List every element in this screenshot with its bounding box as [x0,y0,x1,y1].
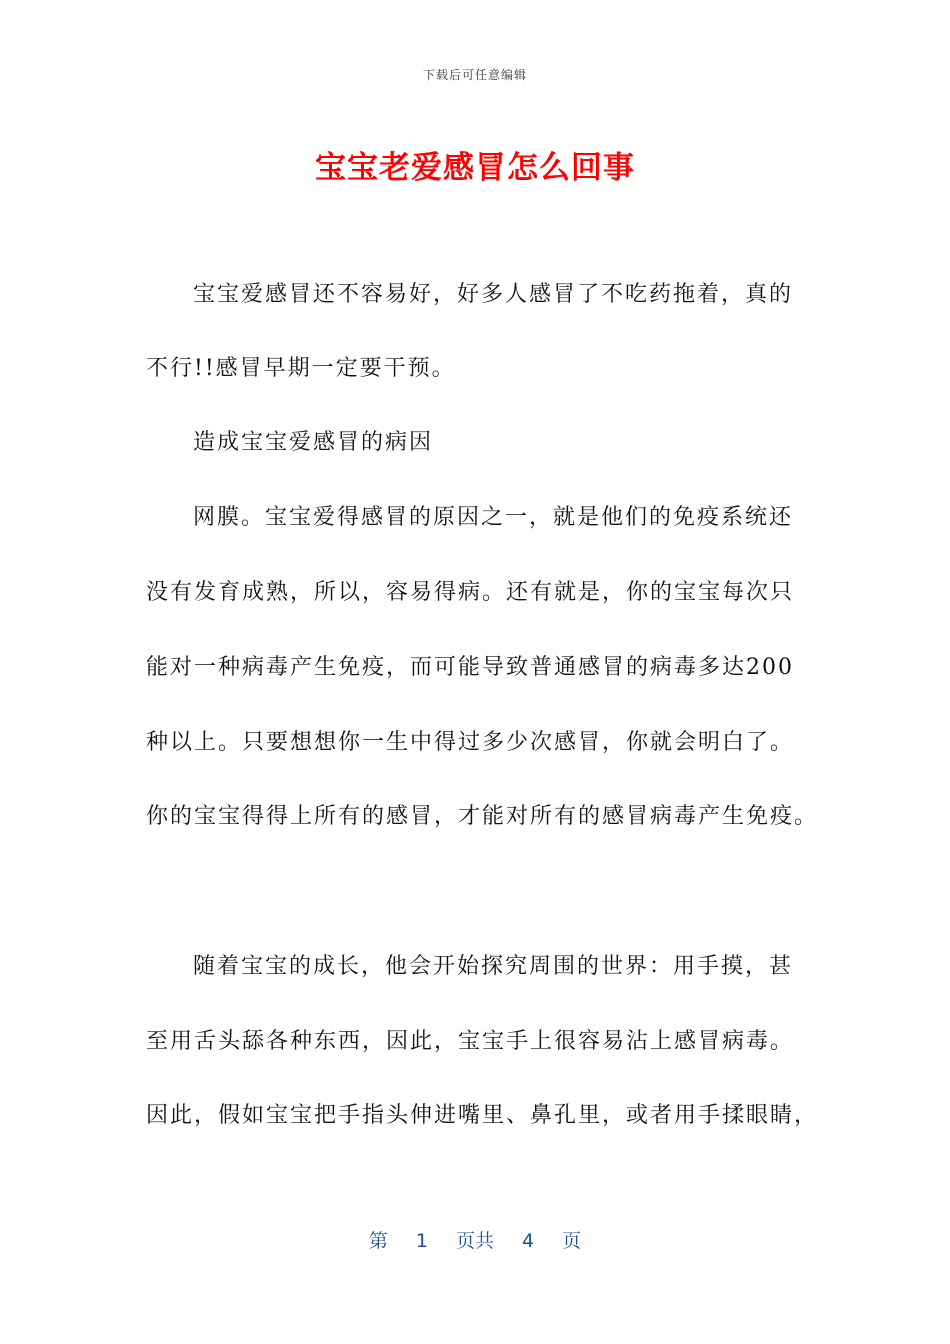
paragraph-line: 没有发育成熟，所以，容易得病。还有就是，你的宝宝每次只 [146,580,795,605]
paragraph-line: 能对一种病毒产生免疫，而可能导致普通感冒的病毒多达200 [146,655,794,680]
paragraph-line: 网膜。宝宝爱得感冒的原因之一，就是他们的免疫系统还 [193,505,794,530]
section-heading: 造成宝宝爱感冒的病因 [193,430,434,455]
document-title: 宝宝老爱感冒怎么回事 [315,150,635,186]
paragraph-line: 随着宝宝的成长，他会开始探究周围的世界：用手摸，甚 [193,954,794,979]
page-prefix: 第 [368,1230,388,1252]
page-middle: 页共 [455,1230,494,1252]
paragraph-line: 种以上。只要想想你一生中得过多少次感冒，你就会明白了。 [146,730,795,755]
page-footer [0,1226,950,1253]
header-note: 下载后可任意编辑 [422,68,527,82]
paragraph-line: 至用舌头舔各种东西，因此，宝宝手上很容易沾上感冒病毒。 [146,1029,795,1054]
paragraph-line: 你的宝宝得得上所有的感冒，才能对所有的感冒病毒产生免疫。 [146,804,819,829]
paragraph-line: 因此，假如宝宝把手指头伸进嘴里、鼻孔里，或者用手揉眼睛， [146,1103,819,1128]
paragraph-line: 宝宝爱感冒还不容易好，好多人感冒了不吃药拖着，真的 [193,282,794,307]
page-total: 4 [522,1230,535,1252]
paragraph-line: 不行!!感冒早期一定要干预。 [146,356,456,381]
page-current: 1 [415,1230,428,1252]
page-suffix: 页 [562,1230,582,1252]
